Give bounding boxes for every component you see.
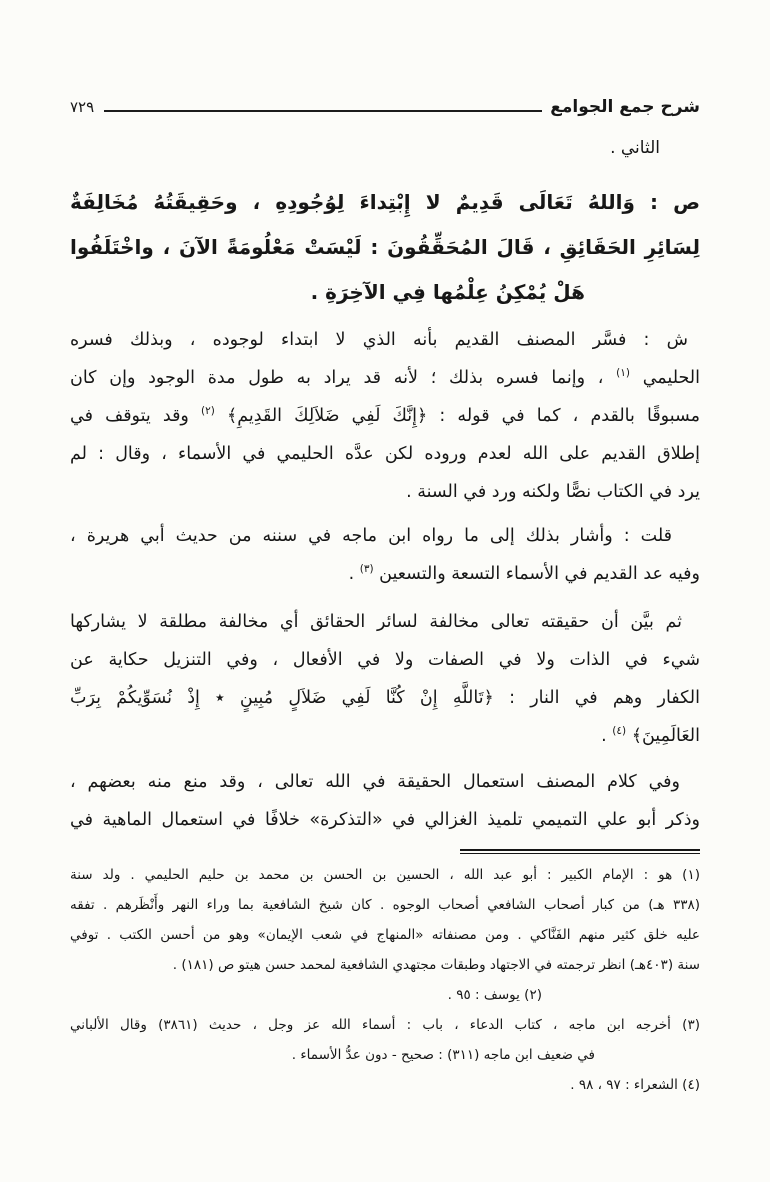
sharh-paragraph-1 <box>70 321 700 511</box>
footnote-3 <box>70 1010 700 1070</box>
footnote-1 <box>70 860 700 980</box>
footnote-ref: (٢) <box>201 405 215 418</box>
text-line: في ضعيف ابن ماجه (٣١١) : صحيح - دون عدُّ الأسماء . <box>291 1047 595 1063</box>
text-line: ص : وَاللهُ تَعَالَى قَدِيمٌ لا إِبْتِداءَ لِوُجُودِهِ ، وحَقِيقَتُهُ مُخَالِفَةٌ <box>70 190 700 214</box>
text-line: قلت : وأشار بذلك إلى ما رواه ابن ماجه في سننه من حديث أبي هريرة ، <box>70 526 672 546</box>
sharh-paragraph-3 <box>70 603 700 755</box>
matn-block <box>70 180 700 315</box>
text-line: (٢) يوسف : ٩٥ . <box>447 987 542 1003</box>
text-line: وفي كلام المصنف استعمال الحقيقة في الله تعالى ، وقد منع منه بعضهم ، <box>70 772 680 792</box>
text-line: العَالَمِينَ﴾ $^{(٤)}$ . <box>601 725 700 746</box>
text-line: يرد في الكتاب نصًّا ولكنه ورد في السنة . <box>406 482 700 502</box>
text-line: ش : فسَّر المصنف القديم بأنه الذي لا ابتداء لوجوده ، وبذلك فسره <box>70 330 688 350</box>
text-line: الحليمي $^{(١)}$ ، وإنما فسره بذلك ؛ لأنه قد يراد به طول مدة الوجود وإن كان <box>70 367 700 388</box>
header-rule <box>104 110 542 112</box>
text-line: ثم بيَّن أن حقيقته تعالى مخالفة لسائر الحقائق أي مخالفة مطلقة لا يشاركها <box>70 612 682 632</box>
footnotes-block <box>70 860 700 1100</box>
text-line: (٤) الشعراء : ٩٧ ، ٩٨ . <box>570 1077 700 1093</box>
running-title: شرح جمع الجوامع <box>550 97 700 117</box>
text-line: وذكر أبو علي التميمي تلميذ الغزالي في «التذكرة» خلافًا في استعمال الماهية في <box>70 810 700 830</box>
page-header <box>70 92 700 122</box>
text-line: (١) هو : الإمام الكبير : أبو عبد الله ، الحسين بن الحسن بن محمد بن حليم الحليمي . ولد سنة <box>70 867 700 883</box>
footnote-ref: (٤) <box>612 725 627 738</box>
text-line: عليه خلق كثير منهم الفَنَّاكي . ومن مصنفاته «المنهاج في شعب الإيمان» وهو من أحسن الكتب . توفي <box>70 927 700 943</box>
footnote-ref: (٣) <box>359 563 374 576</box>
sharh-paragraph-4 <box>70 763 700 839</box>
continuation-text: الثاني . <box>610 138 660 158</box>
text-line: (٣) أخرجه ابن ماجه ، كتاب الدعاء ، باب : أسماء الله عز وجل ، حديث (٣٨٦١) وقال الألباني <box>70 1017 700 1033</box>
text-line: شيء في الذات ولا في الصفات ولا في الأفعال ، وفي التنزيل حكاية عن <box>70 650 700 670</box>
footnote-2 <box>70 980 700 1010</box>
text-line: هَلْ يُمْكِنُ عِلْمُها فِي الآخِرَةِ . <box>310 280 585 304</box>
page-number: ٧٢٩ <box>70 98 95 116</box>
text-line: الكفار وهم في النار : ﴿تَاللَّهِ إِنْ كُنَّا لَفِي ضَلاَلٍ مُبِينٍ ٭ إِذْ نُسَوِّيكُمْ بِرَبِّ <box>70 688 700 708</box>
text-line: إطلاق القديم على الله لعدم وروده لكن عدَّه الحليمي في الأسماء ، وقال : لم <box>70 444 700 464</box>
text-line: لِسَائِرِ الحَقَائِقِ ، قَالَ المُحَقِّقُونَ : لَيْسَتْ مَعْلُومَةً الآنَ ، واخْتَلَفُوا <box>70 235 700 259</box>
footnote-separator <box>460 849 700 854</box>
text-line: وفيه عد القديم في الأسماء التسعة والتسعين $^{(٣)}$ . <box>348 563 700 584</box>
sharh-paragraph-2 <box>70 517 700 593</box>
text-line: (٣٣٨ هـ) من كبار أصحاب الشافعي أصحاب الوجوه . كان شيخ الشافعية بما وراء النهر وأَنْظَرهم . تفقه <box>70 897 700 913</box>
footnote-ref: (١) <box>616 367 630 380</box>
text-line: سنة (٤٠٣هـ) انظر ترجمته في الاجتهاد وطبقات مجتهدي الشافعية لمحمد حسن هيتو ص (١٨١) . <box>172 957 700 973</box>
text-line: مسبوقًا بالقدم ، كما في قوله : ﴿إِنَّكَ لَفِي ضَلاَلِكَ القَدِيمِ﴾ $^{(٢)}$ وقد يتوقف في <box>70 405 700 426</box>
footnote-4 <box>70 1070 700 1100</box>
